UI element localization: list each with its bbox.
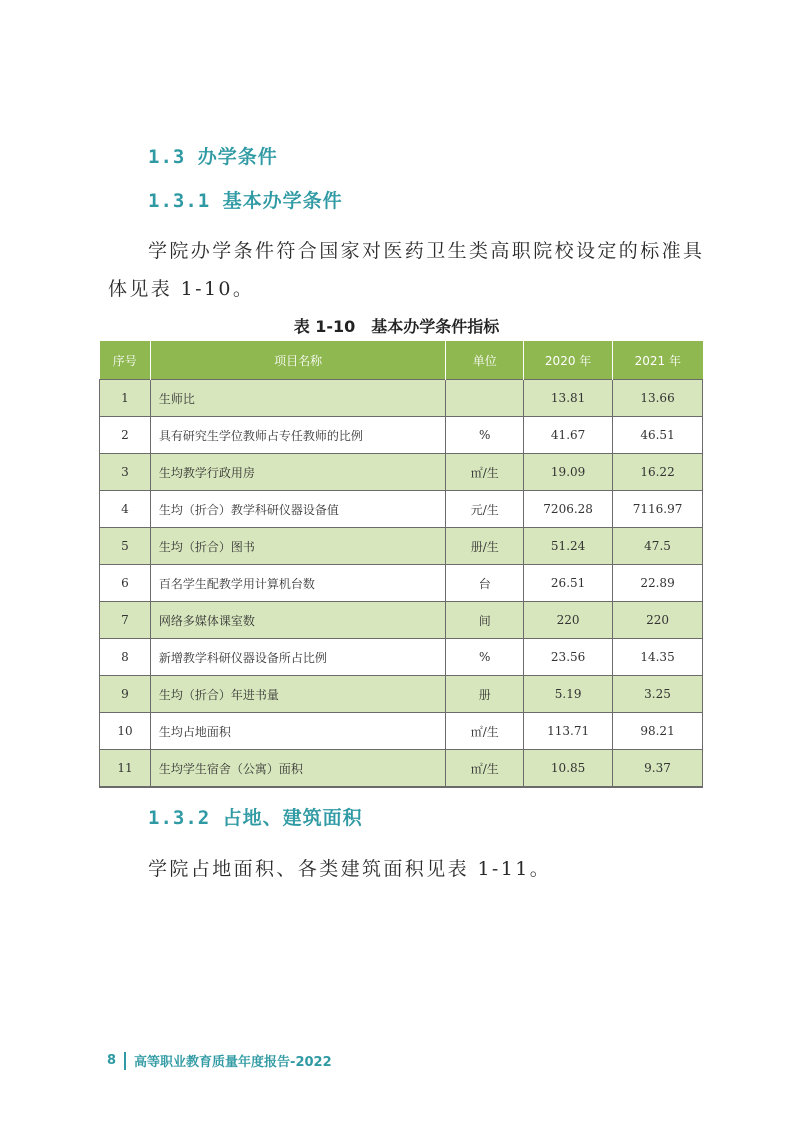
paragraph-1: 学院办学条件符合国家对医药卫生类高职院校设定的标准具体见表 1-10。: [108, 240, 705, 300]
cell-item-name: 生均（折合）图书: [150, 528, 445, 565]
cell-item-name: 新增教学科研仪器设备所占比例: [150, 639, 445, 676]
cell-index: 4: [100, 491, 151, 528]
subsection-heading-1: 1.3.1 基本办学条件: [148, 190, 343, 212]
cell-index: 8: [100, 639, 151, 676]
cell-item-name: 生均（折合）年进书量: [150, 676, 445, 713]
cell-index: 6: [100, 565, 151, 602]
cell-2021: 9.37: [613, 750, 703, 788]
table-row: [100, 528, 703, 565]
cell-2020: 26.51: [524, 565, 613, 602]
cell-unit: 元/生: [446, 491, 524, 528]
cell-index: 10: [100, 713, 151, 750]
cell-item-name: 网络多媒体课室数: [150, 602, 445, 639]
table-title: 表 1-10 基本办学条件指标: [293, 317, 500, 336]
page-footer: [107, 1051, 332, 1070]
cell-unit: 间: [446, 602, 524, 639]
table-row: [100, 713, 703, 750]
cell-unit: %: [446, 639, 524, 676]
table-row: [100, 491, 703, 528]
cell-2021: 47.5: [613, 528, 703, 565]
table-header-row: [100, 341, 703, 380]
cell-index: 1: [100, 380, 151, 417]
table-row: [100, 602, 703, 639]
cell-2021: 7116.97: [613, 491, 703, 528]
cell-unit: ㎡/生: [446, 713, 524, 750]
cell-unit: ㎡/生: [446, 750, 524, 788]
header-cell: 项目名称: [150, 341, 445, 380]
footer-divider: [124, 1052, 126, 1070]
cell-2020: 23.56: [524, 639, 613, 676]
cell-item-name: 生师比: [150, 380, 445, 417]
cell-index: 9: [100, 676, 151, 713]
cell-unit: 台: [446, 565, 524, 602]
table-row: [100, 565, 703, 602]
table-row: [100, 750, 703, 788]
cell-item-name: 百名学生配教学用计算机台数: [150, 565, 445, 602]
table-row: [100, 454, 703, 491]
cell-2020: 13.81: [524, 380, 613, 417]
cell-2021: 220: [613, 602, 703, 639]
cell-unit: %: [446, 417, 524, 454]
cell-2021: 3.25: [613, 676, 703, 713]
header-cell: 2020 年: [524, 341, 613, 380]
table-row: [100, 639, 703, 676]
cell-2021: 98.21: [613, 713, 703, 750]
cell-index: 11: [100, 750, 151, 788]
cell-2020: 113.71: [524, 713, 613, 750]
cell-index: 7: [100, 602, 151, 639]
paragraph-2: 学院占地面积、各类建筑面积见表 1-11。: [148, 858, 552, 880]
header-cell: 2021 年: [613, 341, 703, 380]
cell-index: 5: [100, 528, 151, 565]
cell-2021: 13.66: [613, 380, 703, 417]
cell-item-name: 生均学生宿舍（公寓）面积: [150, 750, 445, 788]
cell-item-name: 生均（折合）教学科研仪器设备值: [150, 491, 445, 528]
cell-unit: ㎡/生: [446, 454, 524, 491]
subsection-heading-2: 1.3.2 占地、建筑面积: [148, 807, 363, 829]
cell-2021: 14.35: [613, 639, 703, 676]
conditions-table: [99, 341, 703, 788]
cell-2020: 5.19: [524, 676, 613, 713]
table-row: [100, 676, 703, 713]
header-cell: 单位: [446, 341, 524, 380]
cell-unit: 册/生: [446, 528, 524, 565]
cell-2020: 51.24: [524, 528, 613, 565]
cell-2020: 7206.28: [524, 491, 613, 528]
cell-item-name: 具有研究生学位教师占专任教师的比例: [150, 417, 445, 454]
cell-unit: [446, 380, 524, 417]
cell-item-name: 生均教学行政用房: [150, 454, 445, 491]
cell-2020: 19.09: [524, 454, 613, 491]
header-cell: 序号: [100, 341, 151, 380]
cell-2020: 220: [524, 602, 613, 639]
cell-2021: 22.89: [613, 565, 703, 602]
cell-item-name: 生均占地面积: [150, 713, 445, 750]
cell-2020: 41.67: [524, 417, 613, 454]
page-number: 8: [107, 1053, 117, 1068]
cell-2020: 10.85: [524, 750, 613, 788]
section-heading: 1.3 办学条件: [148, 146, 278, 168]
table-row: [100, 380, 703, 417]
table-row: [100, 417, 703, 454]
cell-2021: 16.22: [613, 454, 703, 491]
cell-index: 3: [100, 454, 151, 491]
cell-2021: 46.51: [613, 417, 703, 454]
cell-unit: 册: [446, 676, 524, 713]
cell-index: 2: [100, 417, 151, 454]
report-title: 高等职业教育质量年度报告-2022: [134, 1055, 332, 1070]
